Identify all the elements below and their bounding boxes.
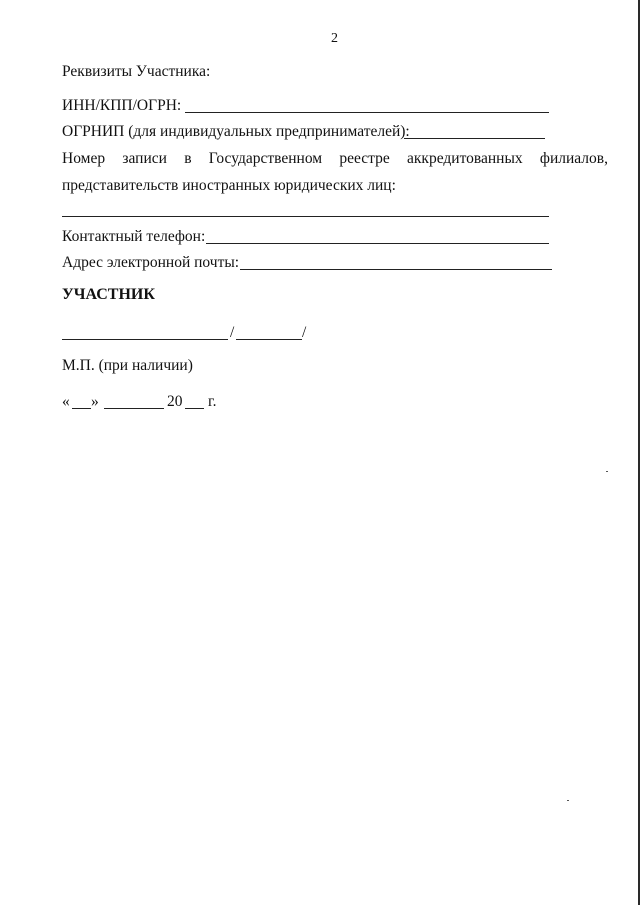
registry-word: записи bbox=[122, 150, 167, 167]
phone-label: Контактный телефон: bbox=[62, 228, 206, 245]
date-month-field-line[interactable] bbox=[104, 408, 164, 409]
date-year-prefix: 20 bbox=[167, 393, 183, 410]
registry-word: аккредитованных bbox=[407, 150, 523, 167]
date-open-quote: « bbox=[62, 393, 70, 410]
signature-name-field-line[interactable] bbox=[236, 339, 302, 340]
inn-label: ИНН/КПП/ОГРН: bbox=[62, 97, 182, 114]
ogrnip-field-line[interactable] bbox=[404, 138, 545, 139]
date-close-quote: » bbox=[91, 393, 99, 410]
registry-word: Государственном bbox=[208, 150, 323, 167]
date-year-suffix: г. bbox=[208, 393, 217, 410]
signature-separator: / bbox=[230, 324, 235, 341]
scan-speck bbox=[567, 800, 569, 801]
signature-field-line[interactable] bbox=[62, 339, 228, 340]
registry-label-line2: представительств иностранных юридических лиц: bbox=[62, 177, 396, 194]
participant-heading: УЧАСТНИК bbox=[62, 286, 155, 303]
date-year-field-line[interactable] bbox=[185, 408, 204, 409]
email-label: Адрес электронной почты: bbox=[62, 254, 240, 271]
date-day-field-line[interactable] bbox=[72, 408, 91, 409]
registry-word: филиалов, bbox=[539, 150, 608, 167]
phone-field-line[interactable] bbox=[206, 243, 549, 244]
registry-label-line1 bbox=[62, 150, 608, 168]
email-field-line[interactable] bbox=[240, 269, 552, 270]
registry-word: реестре bbox=[339, 150, 390, 167]
section-title: Реквизиты Участника: bbox=[62, 63, 211, 80]
inn-field-line[interactable] bbox=[185, 112, 549, 113]
scan-speck bbox=[606, 471, 608, 472]
registry-field-line[interactable] bbox=[62, 216, 549, 217]
registry-word: в bbox=[184, 150, 192, 167]
signature-separator: / bbox=[302, 324, 307, 341]
registry-word: Номер bbox=[62, 150, 106, 167]
page-number: 2 bbox=[331, 31, 338, 46]
ogrnip-label: ОГРНИП (для индивидуальных предпринимателей): bbox=[62, 123, 410, 140]
stamp-note: М.П. (при наличии) bbox=[62, 357, 193, 374]
